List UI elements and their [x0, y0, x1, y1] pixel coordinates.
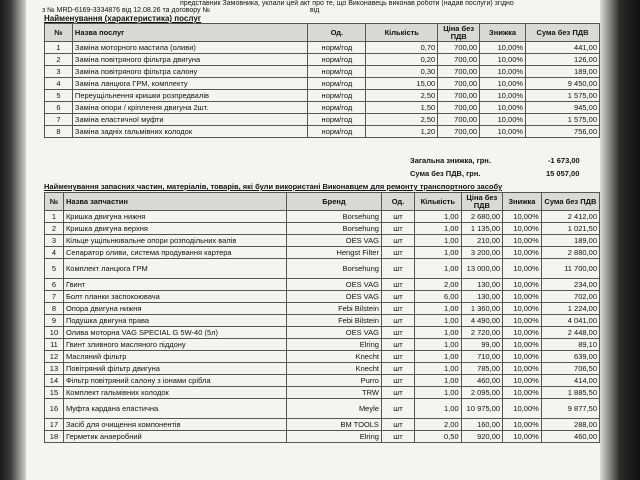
table-cell: 3 [45, 235, 64, 247]
table-cell: 700,00 [438, 42, 480, 54]
table-row [45, 279, 600, 291]
table-cell: 99,00 [461, 339, 502, 351]
col-header: Ціна без ПДВ [438, 24, 480, 42]
header-line-2: з № MRD-6169-3334876 від 12.08.26 та договору № [42, 7, 211, 14]
table-cell: 10,00% [503, 399, 542, 419]
header-line-1: представник Замовника, уклали цей акт про те, що Виконавець виконав роботи (надав послуги) згідно [180, 0, 514, 7]
table-cell: 10 975,00 [461, 399, 502, 419]
table-cell: Purro [286, 375, 381, 387]
table-cell: шт [381, 211, 414, 223]
table-cell: 17 [45, 419, 64, 431]
table-cell: 210,00 [461, 235, 502, 247]
table-cell: шт [381, 327, 414, 339]
table-cell: 10 [45, 327, 64, 339]
col-header: Сума без ПДВ [541, 193, 599, 211]
table-cell: 6,00 [415, 291, 462, 303]
services-title: Найменування (характеристика) послуг [44, 14, 202, 23]
table-cell: 0,70 [366, 42, 438, 54]
table-cell: 700,00 [438, 114, 480, 126]
total-sum-label: Сума без ПДВ, грн. [410, 169, 481, 178]
table-cell: 706,50 [541, 363, 599, 375]
table-cell: 130,00 [461, 279, 502, 291]
table-cell: 126,00 [526, 54, 600, 66]
table-cell: 10,00% [480, 102, 526, 114]
table-cell: 639,00 [541, 351, 599, 363]
table-cell: 13 [45, 363, 64, 375]
table-cell: TRW [286, 387, 381, 399]
table-cell: 10,00% [503, 375, 542, 387]
table-cell: 8 [45, 126, 73, 138]
parts-table [44, 192, 600, 443]
table-row [45, 211, 600, 223]
table-cell: 702,00 [541, 291, 599, 303]
table-row [45, 327, 600, 339]
table-cell: BM TOOLS [286, 419, 381, 431]
table-cell: 1,00 [415, 303, 462, 315]
col-header: Назва послуг [72, 24, 308, 42]
table-cell: 10,00% [480, 42, 526, 54]
table-cell: шт [381, 351, 414, 363]
table-cell: Meyle [286, 399, 381, 419]
table-cell: 10,00% [503, 211, 542, 223]
table-cell: 710,00 [461, 351, 502, 363]
table-cell: 460,00 [541, 431, 599, 443]
table-cell: 10,00% [480, 114, 526, 126]
table-cell: 1,00 [415, 363, 462, 375]
table-cell: Герметик анаеробний [63, 431, 286, 443]
parts-header-row [45, 193, 600, 211]
table-cell: 4 041,00 [541, 315, 599, 327]
table-cell: 5 [45, 90, 73, 102]
table-cell: шт [381, 279, 414, 291]
services-header-row [45, 24, 600, 42]
table-row [45, 259, 600, 279]
photo-shadow-left [0, 0, 26, 480]
table-cell: 7 [45, 114, 73, 126]
table-cell: Кільце ущільнювальне опори розподільних валів [63, 235, 286, 247]
table-cell: Переущільнення кришки розпредвалів [72, 90, 308, 102]
table-cell: шт [381, 387, 414, 399]
table-cell: Кришка двигуна нижня [63, 211, 286, 223]
table-cell: Масляний фільтр [63, 351, 286, 363]
table-cell: 700,00 [438, 78, 480, 90]
table-cell: 0,50 [415, 431, 462, 443]
table-row [45, 235, 600, 247]
table-cell: 189,00 [526, 66, 600, 78]
col-header: Од. [308, 24, 366, 42]
table-cell: 1 360,00 [461, 303, 502, 315]
table-row [45, 114, 600, 126]
table-cell: Заміна опори / кріплення двигуна 2шт. [72, 102, 308, 114]
table-cell: 1,00 [415, 247, 462, 259]
table-cell: 10,00% [480, 126, 526, 138]
table-cell: 1,00 [415, 211, 462, 223]
table-cell: 1,00 [415, 339, 462, 351]
table-cell: шт [381, 399, 414, 419]
table-cell: 2,00 [415, 279, 462, 291]
table-cell: 234,00 [541, 279, 599, 291]
table-cell: Кришка двигуна верхня [63, 223, 286, 235]
total-discount-label: Загальна знижка, грн. [410, 156, 491, 165]
table-cell: 700,00 [438, 102, 480, 114]
table-cell: Knecht [286, 351, 381, 363]
table-cell: 1 [45, 42, 73, 54]
table-cell: 4 490,00 [461, 315, 502, 327]
table-cell: Заміна повітряного фільтра салону [72, 66, 308, 78]
table-cell: 10,00% [503, 303, 542, 315]
photo-shadow-right [600, 0, 640, 480]
table-cell: 1,00 [415, 327, 462, 339]
table-cell: Комплект гальмівних колодок [63, 387, 286, 399]
table-cell: 1 135,00 [461, 223, 502, 235]
table-cell: 10,00% [480, 54, 526, 66]
table-row [45, 387, 600, 399]
table-cell: норм/год [308, 102, 366, 114]
table-cell: 10,00% [503, 363, 542, 375]
table-cell: 12 [45, 351, 64, 363]
table-cell: 1 885,50 [541, 387, 599, 399]
table-cell: 10,00% [503, 387, 542, 399]
table-cell: 2 [45, 54, 73, 66]
table-cell: 130,00 [461, 291, 502, 303]
table-cell: 10,00% [503, 315, 542, 327]
col-header: Назва запчастин [63, 193, 286, 211]
table-cell: 11 [45, 339, 64, 351]
table-cell: 1,00 [415, 375, 462, 387]
table-cell: Гвинт [63, 279, 286, 291]
table-cell: 785,00 [461, 363, 502, 375]
table-cell: 14 [45, 375, 64, 387]
table-cell: норм/год [308, 78, 366, 90]
table-row [45, 247, 600, 259]
table-cell: 1,50 [366, 102, 438, 114]
table-row [45, 375, 600, 387]
table-cell: шт [381, 375, 414, 387]
table-cell: 1,00 [415, 399, 462, 419]
table-cell: 1,00 [415, 259, 462, 279]
table-cell: Засіб для очищення компонентів [63, 419, 286, 431]
table-cell: 1,00 [415, 387, 462, 399]
col-header: Сума без ПДВ [526, 24, 600, 42]
table-cell: 3 200,00 [461, 247, 502, 259]
table-cell: 10,00% [503, 291, 542, 303]
col-header: Ціна без ПДВ [461, 193, 502, 211]
table-row [45, 291, 600, 303]
table-cell: 441,00 [526, 42, 600, 54]
table-cell: OES VAG [286, 291, 381, 303]
table-row [45, 339, 600, 351]
table-cell: норм/год [308, 66, 366, 78]
table-cell: Заміна еластичної муфти [72, 114, 308, 126]
table-cell: 700,00 [438, 66, 480, 78]
total-discount-value: -1 673,00 [548, 156, 580, 165]
table-cell: Опора двигуна нижня [63, 303, 286, 315]
table-cell: Febi Bilstein [286, 315, 381, 327]
table-cell: 189,00 [541, 235, 599, 247]
table-cell: Заміна задніх гальмівних колодок [72, 126, 308, 138]
table-cell: Комплект ланцюга ГРМ [63, 259, 286, 279]
table-cell: 700,00 [438, 54, 480, 66]
table-cell: 2 412,00 [541, 211, 599, 223]
table-cell: 10,00% [480, 66, 526, 78]
table-cell: 10,00% [503, 235, 542, 247]
table-cell: Олива моторна VAG SPECIAL G 5W-40 (5л) [63, 327, 286, 339]
table-cell: 2 680,00 [461, 211, 502, 223]
table-row [45, 363, 600, 375]
table-cell: 10,00% [503, 339, 542, 351]
table-cell: 7 [45, 291, 64, 303]
table-row [45, 90, 600, 102]
table-cell: шт [381, 431, 414, 443]
table-cell: 2 880,00 [541, 247, 599, 259]
table-cell: 160,00 [461, 419, 502, 431]
table-cell: OES VAG [286, 235, 381, 247]
table-row [45, 42, 600, 54]
table-cell: 0,20 [366, 54, 438, 66]
table-cell: 1 575,00 [526, 114, 600, 126]
col-header: Кількість [415, 193, 462, 211]
table-cell: 0,30 [366, 66, 438, 78]
table-cell: 2,50 [366, 114, 438, 126]
table-cell: Муфта кардана еластична [63, 399, 286, 419]
table-cell: 5 [45, 259, 64, 279]
table-row [45, 315, 600, 327]
col-header: Кількість [366, 24, 438, 42]
table-cell: 10,00% [480, 90, 526, 102]
table-row [45, 399, 600, 419]
table-cell: 15 [45, 387, 64, 399]
table-row [45, 54, 600, 66]
table-cell: 2,50 [366, 90, 438, 102]
table-cell: Febi Bilstein [286, 303, 381, 315]
table-cell: 460,00 [461, 375, 502, 387]
table-cell: Подушка двигуна права [63, 315, 286, 327]
table-cell: 4 [45, 247, 64, 259]
table-cell: 6 [45, 102, 73, 114]
table-cell: 4 [45, 78, 73, 90]
table-cell: Заміна моторного мастила (оливи) [72, 42, 308, 54]
table-cell: шт [381, 339, 414, 351]
table-row [45, 126, 600, 138]
table-cell: шт [381, 363, 414, 375]
table-cell: норм/год [308, 90, 366, 102]
table-cell: Knecht [286, 363, 381, 375]
table-cell: 1,00 [415, 315, 462, 327]
table-cell: 10,00% [503, 223, 542, 235]
total-sum-value: 15 057,00 [546, 169, 580, 178]
table-cell: 945,00 [526, 102, 600, 114]
table-cell: Hengst Filter [286, 247, 381, 259]
table-cell: 2 095,00 [461, 387, 502, 399]
table-cell: Borsehung [286, 259, 381, 279]
parts-title: Найменування запасних частин, матеріалів, товарів, які були використані Виконавцем для ремонту транспортного засобу [44, 182, 503, 191]
table-cell: шт [381, 223, 414, 235]
table-cell: Фільтр повітряний салону з іонами срібла [63, 375, 286, 387]
table-cell: норм/год [308, 42, 366, 54]
table-cell: норм/год [308, 126, 366, 138]
table-row [45, 102, 600, 114]
table-cell: шт [381, 247, 414, 259]
table-cell: 3 [45, 66, 73, 78]
table-cell: Borsehung [286, 223, 381, 235]
table-cell: 288,00 [541, 419, 599, 431]
table-cell: 10,00% [503, 259, 542, 279]
table-cell: 10,00% [503, 327, 542, 339]
col-header: Знижка [480, 24, 526, 42]
table-cell: 1,00 [415, 223, 462, 235]
col-header: Знижка [503, 193, 542, 211]
table-cell: норм/год [308, 114, 366, 126]
table-cell: 9 877,50 [541, 399, 599, 419]
table-cell: 11 700,00 [541, 259, 599, 279]
table-cell: 9 450,00 [526, 78, 600, 90]
table-cell: 10,00% [503, 247, 542, 259]
table-cell: шт [381, 235, 414, 247]
table-cell: 756,00 [526, 126, 600, 138]
col-header: № [45, 24, 73, 42]
col-header: Од. [381, 193, 414, 211]
col-header: № [45, 193, 64, 211]
table-cell: 10,00% [503, 279, 542, 291]
table-cell: 920,00 [461, 431, 502, 443]
table-cell: Borsehung [286, 211, 381, 223]
table-cell: 10,00% [480, 78, 526, 90]
table-cell: 1,00 [415, 351, 462, 363]
table-cell: Гвинт зливного масляного піддону [63, 339, 286, 351]
table-cell: 2,00 [415, 419, 462, 431]
table-row [45, 303, 600, 315]
table-cell: норм/год [308, 54, 366, 66]
table-cell: шт [381, 419, 414, 431]
table-cell: шт [381, 259, 414, 279]
table-cell: шт [381, 291, 414, 303]
table-row [45, 431, 600, 443]
table-cell: 18 [45, 431, 64, 443]
table-cell: Болт планки заспокоювача [63, 291, 286, 303]
table-cell: 9 [45, 315, 64, 327]
table-cell: 10,00% [503, 431, 542, 443]
table-cell: 700,00 [438, 126, 480, 138]
table-row [45, 78, 600, 90]
table-cell: 10,00% [503, 351, 542, 363]
table-cell: 13 000,00 [461, 259, 502, 279]
services-table [44, 23, 600, 138]
table-cell: 1 [45, 211, 64, 223]
table-cell: 2 [45, 223, 64, 235]
table-cell: 89,10 [541, 339, 599, 351]
table-cell: Elring [286, 431, 381, 443]
col-header: Бренд [286, 193, 381, 211]
table-cell: Заміна повітряного фільтра двигуна [72, 54, 308, 66]
table-cell: шт [381, 303, 414, 315]
table-cell: OES VAG [286, 327, 381, 339]
table-cell: 2 720,00 [461, 327, 502, 339]
table-cell: 15,00 [366, 78, 438, 90]
table-cell: 2 448,00 [541, 327, 599, 339]
table-row [45, 66, 600, 78]
table-cell: 16 [45, 399, 64, 419]
table-cell: 8 [45, 303, 64, 315]
table-cell: OES VAG [286, 279, 381, 291]
header-line-2b: від [310, 7, 320, 14]
table-cell: шт [381, 315, 414, 327]
table-cell: 6 [45, 279, 64, 291]
table-cell: 1 021,50 [541, 223, 599, 235]
table-cell: Заміна ланцюга ГРМ, комплекту [72, 78, 308, 90]
table-cell: 700,00 [438, 90, 480, 102]
table-cell: 1,00 [415, 235, 462, 247]
table-row [45, 419, 600, 431]
table-cell: 1 575,00 [526, 90, 600, 102]
table-cell: 10,00% [503, 419, 542, 431]
table-cell: 414,00 [541, 375, 599, 387]
table-cell: Повітряний фільтр двигуна [63, 363, 286, 375]
table-cell: Сепаратор оливи, система продування картера [63, 247, 286, 259]
table-row [45, 351, 600, 363]
table-row [45, 223, 600, 235]
table-cell: 1,20 [366, 126, 438, 138]
table-cell: 1 224,00 [541, 303, 599, 315]
table-cell: Elring [286, 339, 381, 351]
